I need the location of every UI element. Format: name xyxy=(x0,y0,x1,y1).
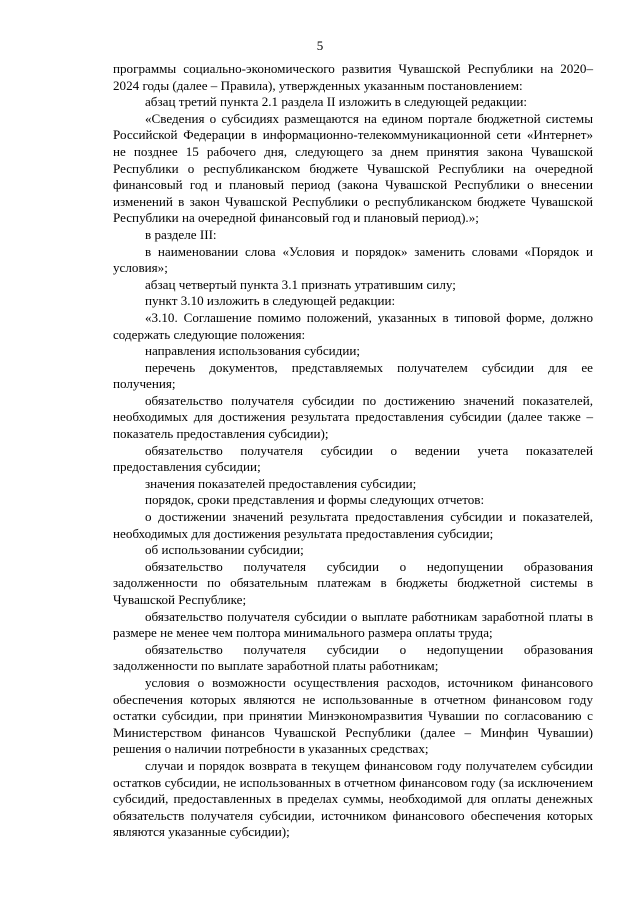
paragraph: абзац четвертый пункта 3.1 признать утратившим силу; xyxy=(145,276,456,292)
paragraph-quoted-text: «3.10. Соглашение помимо положений, указанных в типовой форме, должно содержать следующие положения: xyxy=(113,309,593,342)
list-item: перечень документов, представляемых получателем субсидии для ее получения; xyxy=(113,359,593,392)
document-body xyxy=(113,61,593,841)
list-item: обязательство получателя субсидии о выплате работникам заработной платы в размере не менее чем полтора минимального размера оплаты труда; xyxy=(113,608,593,641)
paragraph: в разделе III: xyxy=(145,226,217,242)
page-number: 5 xyxy=(316,38,324,53)
list-item: случаи и порядок возврата в текущем финансовом году получателем субсидии остатков субсидии, не использованных в отчетном финансовом году (за исключением субсидий, предоставленных в пределах суммы, необходимой для оплаты денежных обязательств получателя субсидии, источником финансового обеспечения которых являются указанные субсидии); xyxy=(113,757,593,840)
paragraph-continuation: программы социально-экономического развития Чувашской Республики на 2020–2024 годы (далее – Правила), утвержденных указанным постановлением: xyxy=(113,61,593,93)
list-item: обязательство получателя субсидии о недопущении образования задолженности по выплате заработной платы работникам; xyxy=(113,641,593,674)
list-item: порядок, сроки представления и формы следующих отчетов: xyxy=(145,492,485,508)
list-item: значения показателей предоставления субсидии; xyxy=(145,475,417,491)
list-item: о достижении значений результата предоставления субсидии и показателей, необходимых для достижения результата предоставления субсидии; xyxy=(113,509,593,541)
list-item: направления использования субсидии; xyxy=(145,343,360,359)
list-item: об использовании субсидии; xyxy=(145,542,304,558)
list-item: обязательство получателя субсидии о ведении учета показателей предоставления субсидии; xyxy=(113,442,593,475)
paragraph: пункт 3.10 изложить в следующей редакции: xyxy=(145,293,396,309)
list-item: условия о возможности осуществления расходов, источником финансового обеспечения которых являются не использованные в отчетном финансовом году остатки субсидии, при принятии Минэкономразвития Чувашии по согласованию с Министерством финансов Чувашской Республики (далее – Минфин Чувашии) решения о наличии потребности в указанных средствах; xyxy=(113,674,593,757)
list-item: обязательство получателя субсидии по достижению значений показателей, необходимых для достижения результата предоставления субсидии (далее также – показатель предоставления субсидии); xyxy=(113,392,593,442)
paragraph: абзац третий пункта 2.1 раздела II изложить в следующей редакции: xyxy=(145,94,527,110)
list-item: обязательство получателя субсидии о недопущении образования задолженности по обязательным платежам в бюджеты бюджетной системы в Чувашской Республике; xyxy=(113,558,593,607)
paragraph: в наименовании слова «Условия и порядок» заменить словами «Порядок и условия»; xyxy=(113,243,593,276)
paragraph-quoted-text: «Сведения о субсидиях размещаются на едином портале бюджетной системы Российской Федерации в информационно-телекоммуникационной сети «Интернет» не позднее 15 рабочего дня, следующего за днем принятия закона Чувашской Республики о республиканском бюджете Чувашской Республики на очередной финансовый год и плановый период (закона Чувашской Республики о внесении изменений в закон Чувашской Республики о республиканском бюджете Чувашской Республики на очередной финансовый год и плановый период).»; xyxy=(113,110,593,226)
